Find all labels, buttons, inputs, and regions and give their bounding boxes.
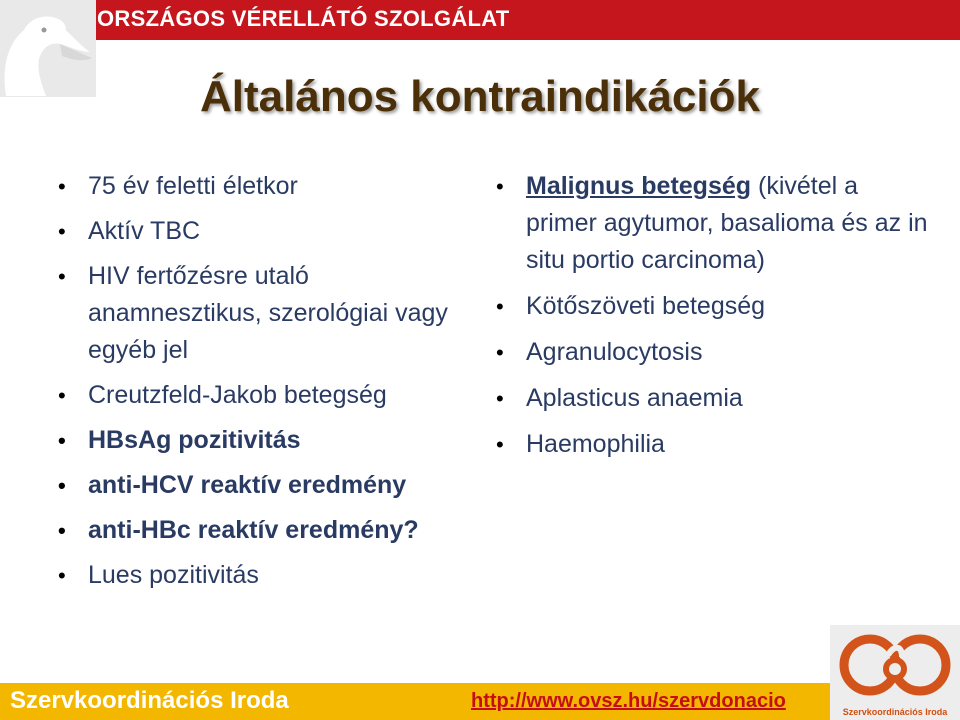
- list-item: • HIV fertőzésre utaló anamnesztikus, szerológiai vagy egyéb jel: [52, 258, 472, 369]
- website-link[interactable]: http://www.ovsz.hu/szervdonacio: [471, 690, 786, 712]
- list-item: • Aplasticus anaemia: [490, 380, 930, 417]
- bullet-icon: •: [58, 518, 66, 543]
- emphasis-text: Malignus betegség: [526, 172, 752, 200]
- bullet-icon: •: [58, 473, 66, 498]
- list-item: • Malignus betegség (kivétel a primer agytumor, basalioma és az in situ portio carcinoma): [490, 168, 930, 279]
- bullet-icon: •: [58, 264, 66, 289]
- organ-coordination-logo-icon: [830, 625, 960, 720]
- list-item: • Haemophilia: [490, 426, 930, 463]
- bullet-icon: •: [58, 383, 66, 408]
- bullet-icon: •: [58, 174, 66, 199]
- list-item: • Lues pozitivitás: [52, 557, 472, 594]
- bullet-icon: •: [496, 294, 504, 319]
- list-item: • anti-HBc reaktív eredmény?: [52, 512, 472, 549]
- bullet-icon: •: [496, 340, 504, 365]
- bullet-icon: •: [496, 174, 504, 199]
- bullet-icon: •: [58, 563, 66, 588]
- right-bullet-list: [490, 168, 930, 472]
- bullet-icon: •: [496, 386, 504, 411]
- bullet-icon: •: [58, 428, 66, 453]
- list-item: • anti-HCV reaktív eredmény: [52, 467, 472, 504]
- left-bullet-list: [52, 168, 472, 602]
- list-item: • Aktív TBC: [52, 213, 472, 250]
- footer-bar: [0, 683, 960, 720]
- list-item: • Agranulocytosis: [490, 334, 930, 371]
- bullet-icon: •: [496, 432, 504, 457]
- header-bar: [0, 0, 960, 40]
- list-item: • Creutzfeld-Jakob betegség: [52, 377, 472, 414]
- office-name: Szervkoordinációs Iroda: [10, 687, 289, 714]
- list-item: • 75 év feletti életkor: [52, 168, 472, 205]
- bullet-icon: •: [58, 219, 66, 244]
- slide-title: Általános kontraindikációk: [200, 72, 760, 121]
- organization-name: ORSZÁGOS VÉRELLÁTÓ SZOLGÁLAT: [97, 6, 510, 31]
- logo-caption: Szervkoordinációs Iroda: [842, 707, 948, 717]
- list-item: • HBsAg pozitivitás: [52, 422, 472, 459]
- list-item: • Kötőszöveti betegség: [490, 288, 930, 325]
